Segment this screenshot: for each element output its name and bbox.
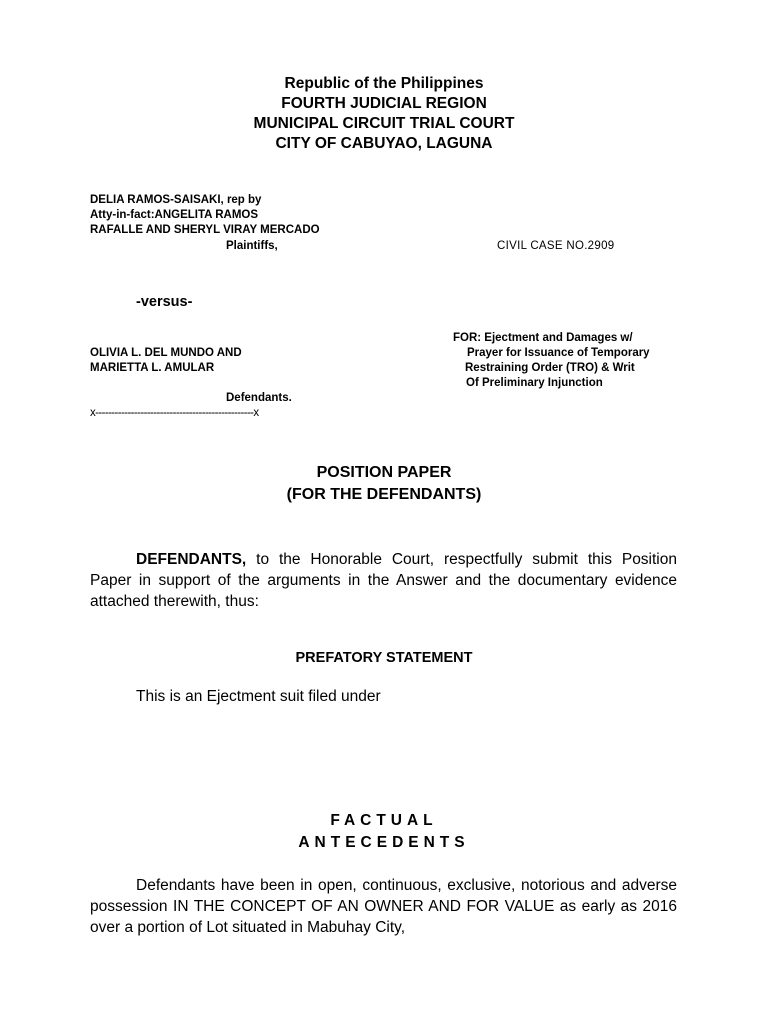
- nature-line-1: FOR: Ejectment and Damages w/: [453, 332, 633, 344]
- case-nature: [453, 331, 650, 391]
- plaintiffs-role: Plaintiffs,: [226, 240, 278, 252]
- prefatory-text: This is an Ejectment suit filed under: [136, 688, 381, 705]
- header-court: MUNICIPAL CIRCUIT TRIAL COURT: [253, 115, 515, 132]
- court-header: [0, 74, 768, 154]
- intro-lead: DEFENDANTS,: [136, 551, 247, 568]
- versus-label: -versus-: [136, 294, 193, 310]
- factual-paragraph: Defendants have been in open, continuous, exclusive, notorious and adverse possession IN THE CONCEPT OF AN OWNER AND FOR VALUE as early as 2016 over a portion of Lot situated in Mabuhay City,: [90, 877, 677, 936]
- prefatory-heading: PREFATORY STATEMENT: [295, 650, 473, 666]
- nature-line-2: Prayer for Issuance of Temporary: [467, 347, 650, 359]
- defendant-name-2: MARIETTA L. AMULAR: [90, 362, 215, 374]
- document-title: [0, 462, 768, 506]
- header-republic: Republic of the Philippines: [284, 75, 484, 92]
- case-number: CIVIL CASE NO.2909: [497, 240, 615, 252]
- plaintiff-others: RAFALLE AND SHERYL VIRAY MERCADO: [90, 224, 320, 236]
- header-city: CITY OF CABUYAO, LAGUNA: [275, 135, 493, 152]
- intro-paragraph: [90, 549, 677, 612]
- title-position-paper: POSITION PAPER: [316, 464, 452, 481]
- plaintiff-name: DELIA RAMOS-SAISAKI, rep by: [90, 194, 262, 206]
- caption-divider: x-------------------------------------------------x: [90, 407, 259, 419]
- plaintiffs-block: [90, 193, 320, 238]
- defendant-name-1: OLIVIA L. DEL MUNDO AND: [90, 347, 242, 359]
- nature-line-4: Of Preliminary Injunction: [466, 377, 603, 389]
- title-for-defendants: (FOR THE DEFENDANTS): [286, 486, 482, 503]
- factual-heading-line-2: ANTECEDENTS: [298, 834, 470, 851]
- nature-line-3: Restraining Order (TRO) & Writ: [465, 362, 635, 374]
- defendants-block: [90, 346, 242, 376]
- factual-heading-line-1: FACTUAL: [330, 812, 438, 829]
- defendants-role: Defendants.: [226, 392, 292, 404]
- header-region: FOURTH JUDICIAL REGION: [281, 95, 487, 112]
- plaintiff-attorney: Atty-in-fact:ANGELITA RAMOS: [90, 209, 259, 221]
- intro-text: to the Honorable Court, respectfully submit this Position Paper in support of the arguments in the Answer and the documentary evidence attached therewith, thus:: [90, 551, 677, 610]
